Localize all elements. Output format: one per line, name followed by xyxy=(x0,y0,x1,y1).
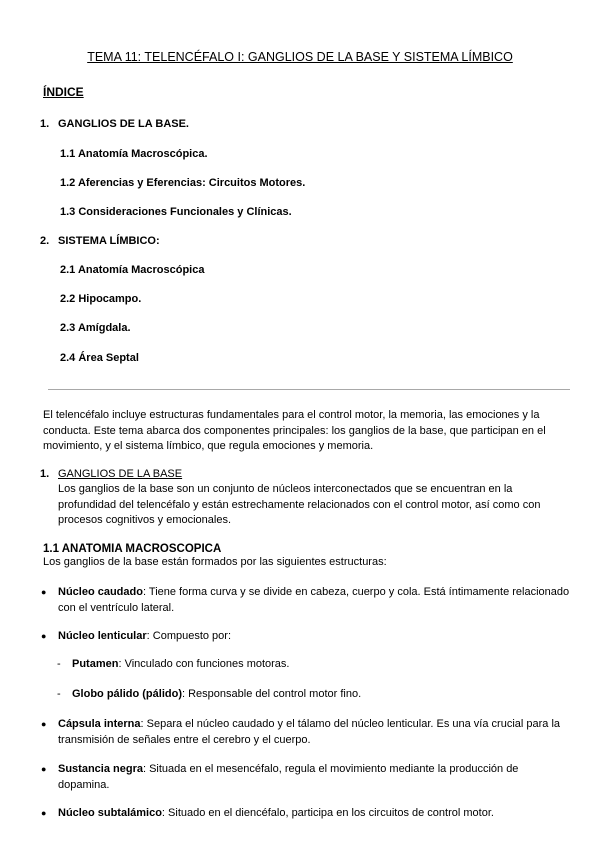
toc-section-1 xyxy=(40,118,189,130)
part-desc: : Responsable del control motor fino. xyxy=(181,688,362,700)
part-term: Putamen xyxy=(72,658,119,670)
part-desc: : Vinculado con funciones motoras. xyxy=(118,658,290,670)
structure-desc: : Tiene forma curva y se divide en cabeza, cuerpo y cola. Está íntimamente relacionado con el ventrículo lateral. xyxy=(58,586,570,614)
part-term: Globo pálido (pálido) xyxy=(72,688,182,700)
structure-term: Núcleo caudado xyxy=(58,586,143,598)
structure-term: Sustancia negra xyxy=(58,763,143,775)
lenticular-part xyxy=(72,688,361,700)
toc-section-label: GANGLIOS DE LA BASE. xyxy=(58,118,189,130)
section-label: GANGLIOS DE LA BASE xyxy=(58,468,183,480)
section-1-heading xyxy=(40,468,182,480)
toc-item: 2.2 Hipocampo. xyxy=(60,293,142,305)
structure-desc: : Situada en el mesencéfalo, regula el movimiento mediante la producción de dopamina. xyxy=(58,763,519,791)
index-heading: ÍNDICE xyxy=(43,85,84,99)
lenticular-part xyxy=(72,658,289,670)
bullet-dot: ● xyxy=(41,808,47,818)
structure-desc: : Compuesto por: xyxy=(146,630,232,642)
subsection-heading: 1.1 ANATOMIA MACROSCOPICA xyxy=(43,543,222,555)
subsection-intro: Los ganglios de la base están formados por las siguientes estructuras: xyxy=(43,556,387,568)
toc-section-number: 1. xyxy=(40,118,50,130)
structure-item xyxy=(58,806,570,822)
structure-term: Núcleo lenticular xyxy=(58,630,147,642)
structure-desc: : Separa el núcleo caudado y el tálamo del núcleo lenticular. Es una vía crucial para la transmisión de señales entre el cerebro y el cuerpo. xyxy=(58,718,561,746)
bullet-dot: ● xyxy=(41,719,47,729)
structure-item xyxy=(58,762,570,793)
bullet-dot: ● xyxy=(41,764,47,774)
structure-item xyxy=(58,629,570,645)
bullet-dot: ● xyxy=(41,587,47,597)
bullet-dot: ● xyxy=(41,631,47,641)
structure-term: Cápsula interna xyxy=(58,718,141,730)
structure-item xyxy=(58,717,570,748)
structure-desc: : Situado en el diencéfalo, participa en los circuitos de control motor. xyxy=(161,807,494,819)
structure-term: Núcleo subtalámico xyxy=(58,807,162,819)
horizontal-divider xyxy=(48,389,570,390)
toc-item: 1.1 Anatomía Macroscópica. xyxy=(60,148,208,160)
structure-item xyxy=(58,585,570,616)
toc-section-label: SISTEMA LÍMBICO: xyxy=(58,235,160,247)
toc-section-2 xyxy=(40,235,160,247)
dash-marker: - xyxy=(57,658,61,670)
intro-paragraph: El telencéfalo incluye estructuras fundamentales para el control motor, la memoria, las emociones y la conducta. Este tema abarca dos componentes principales: los ganglios de la base, que participan en el movimiento, y el sistema límbico, que regula emociones y memoria. xyxy=(43,409,546,452)
toc-item: 1.3 Consideraciones Funcionales y Clínicas. xyxy=(60,206,292,218)
toc-item: 1.2 Aferencias y Eferencias: Circuitos Motores. xyxy=(60,177,306,189)
toc-item: 2.4 Área Septal xyxy=(60,352,139,364)
section-number: 1. xyxy=(40,468,50,480)
document-title: TEMA 11: TELENCÉFALO I: GANGLIOS DE LA BASE Y SISTEMA LÍMBICO xyxy=(87,50,513,64)
dash-marker: - xyxy=(57,688,61,700)
toc-item: 2.1 Anatomía Macroscópica xyxy=(60,264,205,276)
section-1-paragraph: Los ganglios de la base son un conjunto de núcleos interconectados que se encuentran en la profundidad del telencéfalo y están estrechamente relacionados con el control motor, así como con procesos cognitivos y emocionales. xyxy=(58,483,541,526)
toc-item: 2.3 Amígdala. xyxy=(60,322,131,334)
toc-section-number: 2. xyxy=(40,235,50,247)
